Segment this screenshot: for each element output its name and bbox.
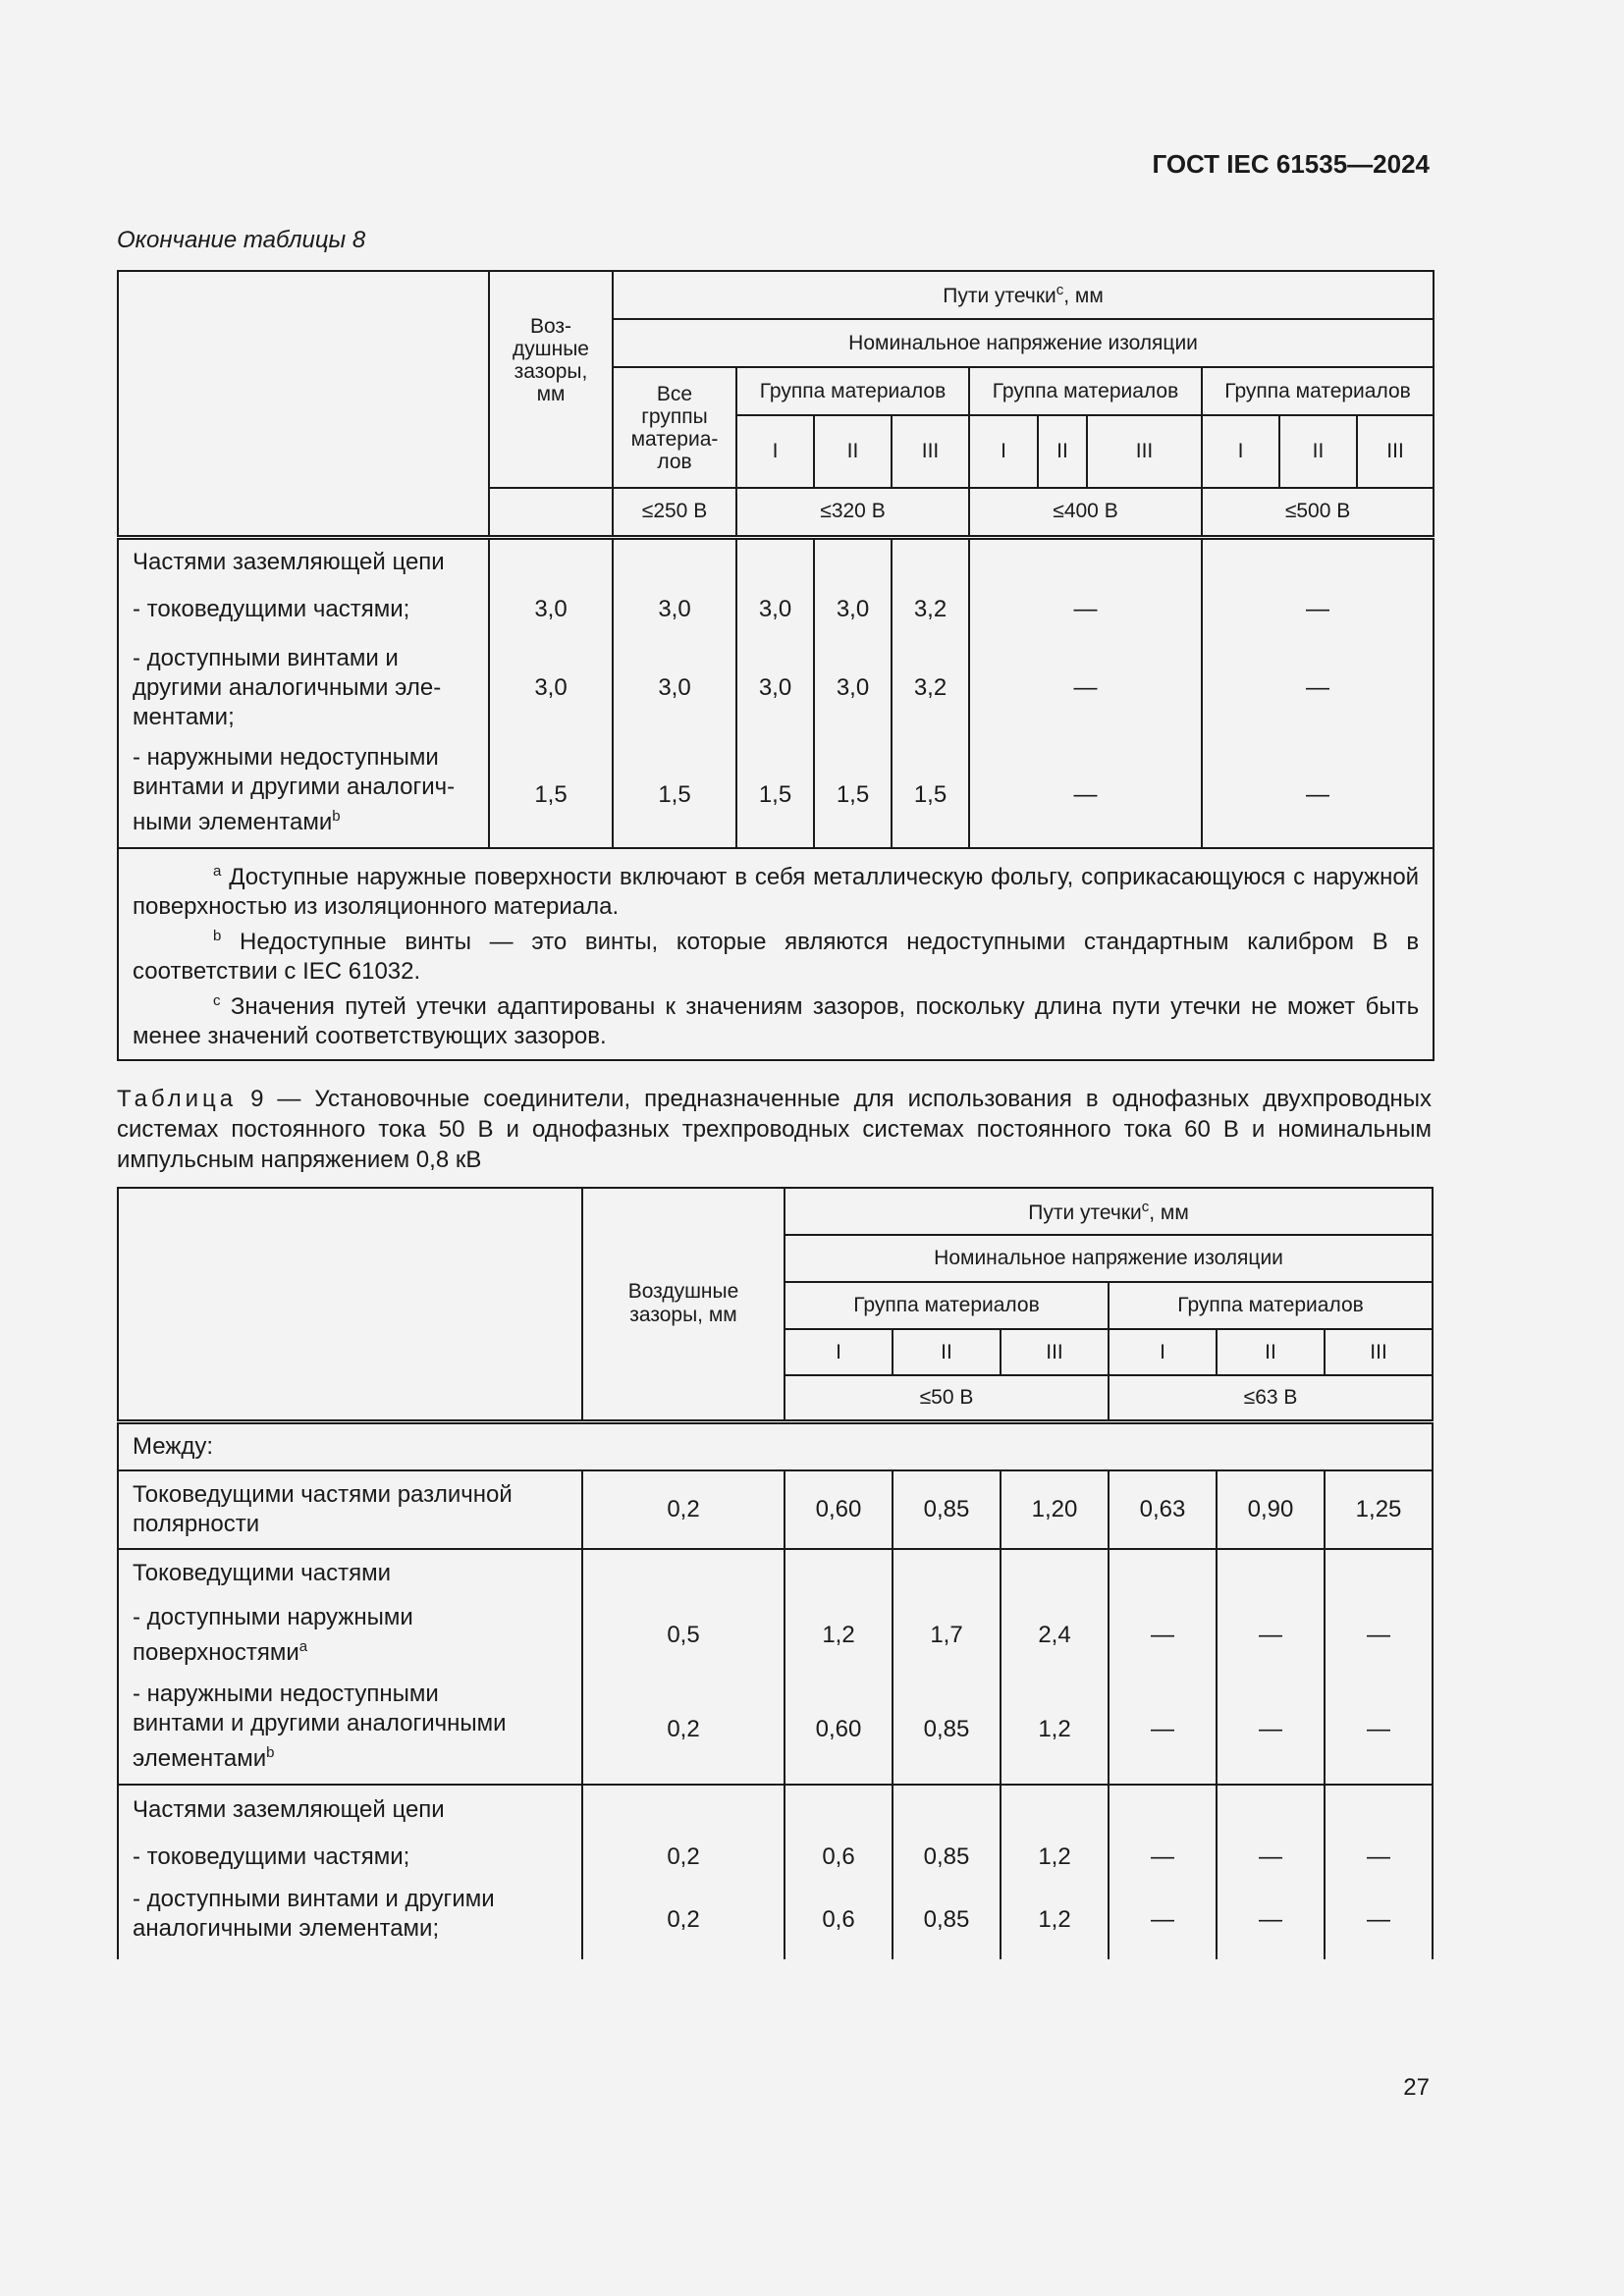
- row-label: - наружными недоступными винтами и другими аналогич- ными элементами$^b$: [118, 743, 489, 848]
- cell: 0,85: [893, 1881, 1001, 1959]
- cell: 2,4: [1001, 1596, 1109, 1675]
- cell: 1,5: [814, 743, 892, 848]
- cell: 0,60: [785, 1470, 893, 1549]
- group-roman: I: [736, 415, 814, 488]
- cell: 0,85: [893, 1470, 1001, 1549]
- cell: 1,5: [736, 743, 814, 848]
- cell: 0,63: [1109, 1470, 1217, 1549]
- cell: 3,0: [489, 586, 613, 633]
- cell: 0,90: [1217, 1470, 1325, 1549]
- footnote-c: $^c$ Значения путей утечки адаптированы к значениям зазоров, поскольку длина пути утечки не может быть менее значений соответствующих зазоров.: [133, 992, 1420, 1049]
- voltage-header: ≤500 В: [1202, 488, 1434, 537]
- material-group-header: Группа материалов: [969, 367, 1202, 415]
- material-group-header: Группа материалов: [785, 1282, 1109, 1329]
- cell: —: [1217, 1675, 1325, 1785]
- cell: —: [1217, 1834, 1325, 1881]
- cell: —: [1325, 1881, 1433, 1959]
- cell: 0,2: [582, 1881, 785, 1959]
- page-number: 27: [1403, 2074, 1430, 2101]
- group-roman: II: [814, 415, 892, 488]
- header-empty-cell: [118, 1188, 582, 1421]
- material-group-header: Группа материалов: [1202, 367, 1434, 415]
- cell: —: [1217, 1881, 1325, 1959]
- cell: 0,2: [582, 1470, 785, 1549]
- cell: 3,0: [613, 633, 736, 743]
- group-roman: II: [1038, 415, 1087, 488]
- footnote-b: $^b$ Недоступные винты — это винты, которые являются недоступными стандартным калибром B в соответствии с IEC 61032.: [133, 928, 1420, 985]
- cell: 1,7: [893, 1596, 1001, 1675]
- group-roman: III: [1087, 415, 1202, 488]
- all-groups-header: Все группы материа- лов: [613, 367, 736, 488]
- table-9-caption: Таблица 9 — Установочные соединители, предназначенные для использования в однофазных двухпроводных системах постоянного тока 50 В и однофазных трехпроводных системах постоянного тока 60 В и номинальным импульсным напряжением 0,8 кВ: [117, 1086, 1432, 1173]
- cell: 0,2: [582, 1675, 785, 1785]
- cell: 3,0: [814, 633, 892, 743]
- group-roman: II: [1217, 1329, 1325, 1375]
- cell: 1,2: [1001, 1834, 1109, 1881]
- cell: —: [1325, 1834, 1433, 1881]
- voltage-header: ≤63 В: [1109, 1375, 1433, 1421]
- row-label: - доступными винтами и другими аналогичными эле- ментами;: [118, 633, 489, 743]
- group-roman: II: [1279, 415, 1357, 488]
- group-roman: III: [1325, 1329, 1433, 1375]
- section-label: Частями заземляющей цепи: [118, 1785, 582, 1834]
- group-roman: II: [893, 1329, 1001, 1375]
- cell: 3,0: [489, 633, 613, 743]
- cell: 1,2: [1001, 1881, 1109, 1959]
- table-9: [117, 1187, 1434, 1959]
- cell: 3,0: [814, 586, 892, 633]
- cell: —: [1202, 743, 1434, 848]
- cell: 0,6: [785, 1834, 893, 1881]
- footnote-a: $^a$ Доступные наружные поверхности включают в себя металлическую фольгу, соприкасающуюся с наружной поверхностью из изоляционного материала.: [133, 863, 1420, 920]
- group-roman: III: [892, 415, 969, 488]
- air-clearance-header: Воз- душные зазоры, мм: [489, 271, 613, 488]
- cell: 1,25: [1325, 1470, 1433, 1549]
- section-label: Токоведущими частями: [118, 1549, 582, 1596]
- section-label: Между:: [118, 1421, 1433, 1470]
- cell: —: [1202, 633, 1434, 743]
- table-continuation-label: Окончание таблицы 8: [117, 227, 366, 253]
- group-roman: I: [1109, 1329, 1217, 1375]
- cell: —: [1325, 1675, 1433, 1785]
- cell: 1,2: [1001, 1675, 1109, 1785]
- voltage-header: ≤400 В: [969, 488, 1202, 537]
- voltage-header: ≤250 В: [613, 488, 736, 537]
- group-roman: I: [785, 1329, 893, 1375]
- cell: —: [1217, 1596, 1325, 1675]
- cell: 1,5: [489, 743, 613, 848]
- document-id: ГОСТ IEC 61535—2024: [1152, 149, 1430, 179]
- nominal-voltage-header: Номинальное напряжение изоляции: [785, 1235, 1433, 1282]
- cell: —: [1109, 1596, 1217, 1675]
- row-label: - наружными недоступными винтами и другими аналогичными элементами$^b$: [118, 1675, 582, 1785]
- cell: 1,5: [892, 743, 969, 848]
- group-roman: III: [1001, 1329, 1109, 1375]
- material-group-header: Группа материалов: [1109, 1282, 1433, 1329]
- cell: 0,60: [785, 1675, 893, 1785]
- cell: 3,0: [736, 633, 814, 743]
- table-notes: [118, 848, 1434, 1060]
- cell: —: [969, 743, 1202, 848]
- row-label: - доступными винтами и другими аналогичными элементами;: [118, 1881, 582, 1959]
- row-label: - токоведущими частями;: [118, 586, 489, 633]
- header-empty-cell: [118, 271, 489, 537]
- cell: 1,20: [1001, 1470, 1109, 1549]
- cell: 0,6: [785, 1881, 893, 1959]
- voltage-header: ≤320 В: [736, 488, 969, 537]
- creepage-header: Пути утечки$^c$, мм: [785, 1188, 1433, 1235]
- cell: 3,0: [613, 586, 736, 633]
- group-roman: I: [969, 415, 1038, 488]
- cell: 1,2: [785, 1596, 893, 1675]
- nominal-voltage-header: Номинальное напряжение изоляции: [613, 319, 1434, 367]
- cell: —: [969, 586, 1202, 633]
- cell: 0,85: [893, 1675, 1001, 1785]
- cell: 0,2: [582, 1834, 785, 1881]
- cell: —: [1109, 1675, 1217, 1785]
- cell: 0,85: [893, 1834, 1001, 1881]
- section-label: Частями заземляющей цепи: [118, 537, 489, 586]
- air-clearance-bottom-cell: [489, 488, 613, 537]
- voltage-header: ≤50 В: [785, 1375, 1109, 1421]
- cell: 3,0: [736, 586, 814, 633]
- cell: 3,2: [892, 633, 969, 743]
- cell: 3,2: [892, 586, 969, 633]
- group-roman: I: [1202, 415, 1279, 488]
- cell: —: [1202, 586, 1434, 633]
- cell: 1,5: [613, 743, 736, 848]
- row-label: Токоведущими частями различной полярности: [118, 1470, 582, 1549]
- cell: —: [1325, 1596, 1433, 1675]
- cell: —: [1109, 1881, 1217, 1959]
- group-roman: III: [1357, 415, 1434, 488]
- cell: —: [1109, 1834, 1217, 1881]
- material-group-header: Группа материалов: [736, 367, 969, 415]
- cell: —: [969, 633, 1202, 743]
- row-label: - токоведущими частями;: [118, 1834, 582, 1881]
- air-clearance-header: Воздушные зазоры, мм: [582, 1188, 785, 1421]
- cell: 0,5: [582, 1596, 785, 1675]
- row-label: - доступными наружными поверхностями$^a$: [118, 1596, 582, 1675]
- table-8: [117, 270, 1435, 1061]
- creepage-header: Пути утечки$^c$, мм: [613, 271, 1434, 319]
